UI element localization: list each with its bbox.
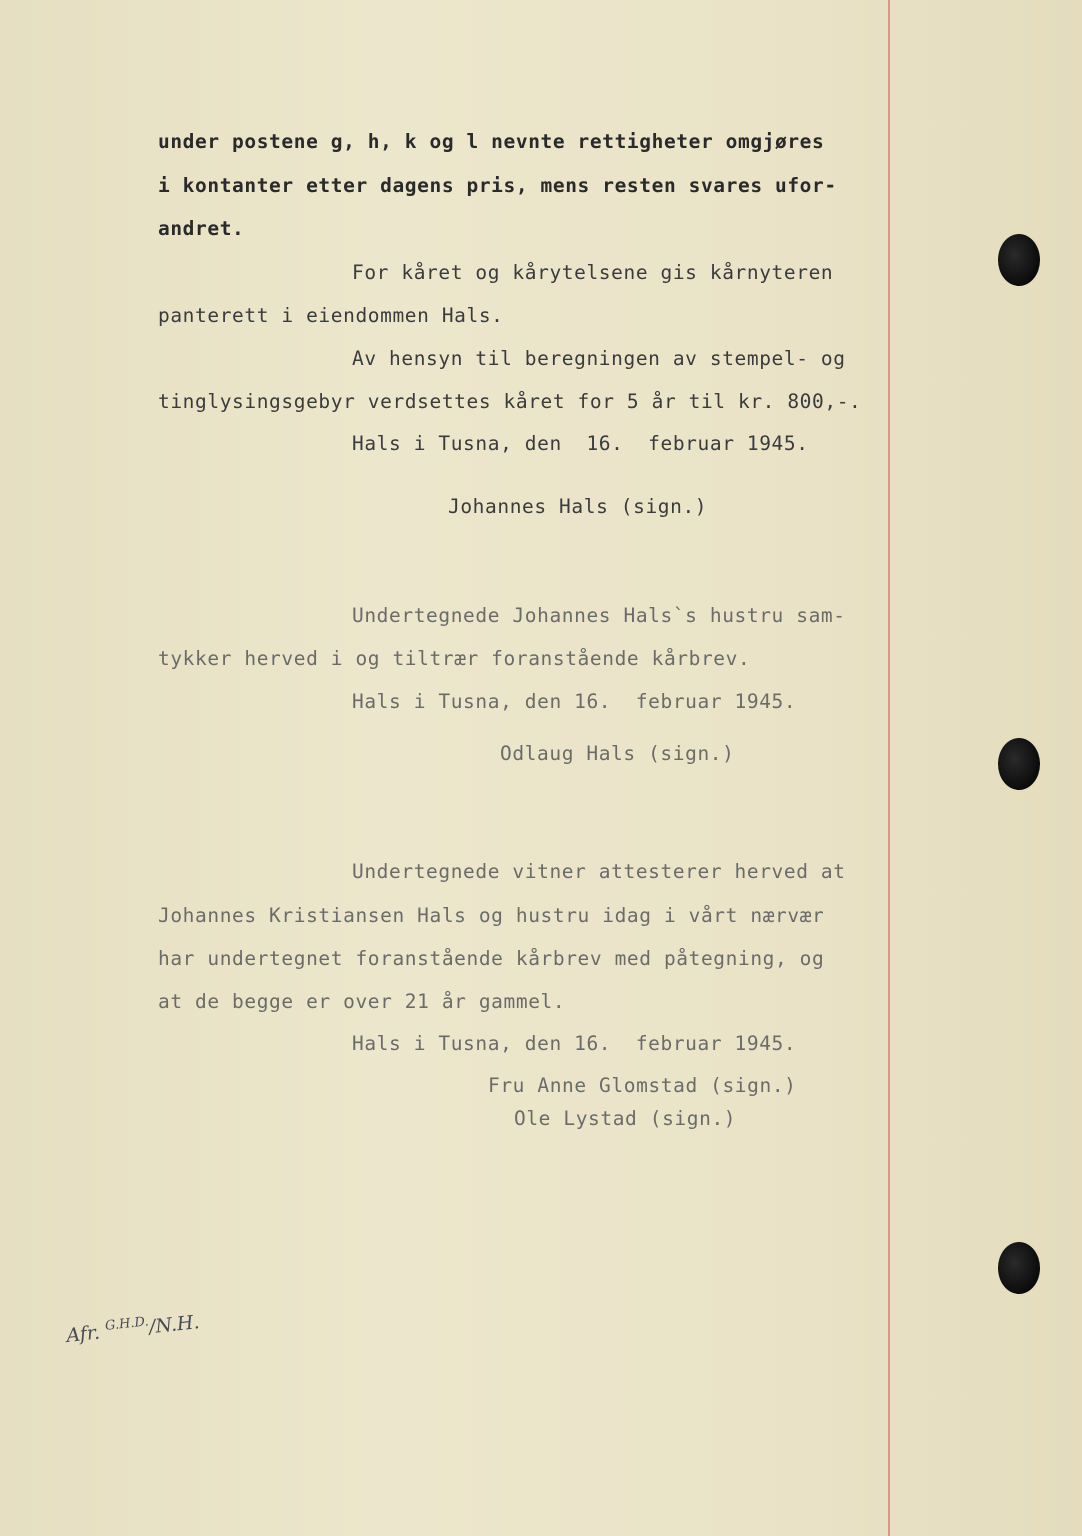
text-line-8: Hals i Tusna, den 16. februar 1945. bbox=[352, 432, 809, 455]
text-line-6: Av hensyn til beregningen av stempel- og bbox=[352, 347, 846, 370]
signature-ole-lystad: Ole Lystad (sign.) bbox=[514, 1107, 737, 1130]
punch-hole-middle bbox=[998, 738, 1040, 790]
margin-note-sup: G.H.D. bbox=[104, 1314, 150, 1334]
text-line-18: Hals i Tusna, den 16. februar 1945. bbox=[352, 1032, 797, 1055]
margin-note-rest: /N.H. bbox=[148, 1311, 201, 1339]
text-line-12: Hals i Tusna, den 16. februar 1945. bbox=[352, 690, 797, 713]
text-line-7: tinglysingsgebyr verdsettes kåret for 5 år til kr. 800,-. bbox=[158, 390, 862, 413]
signature-anne-glomstad: Fru Anne Glomstad (sign.) bbox=[488, 1074, 797, 1097]
text-line-14: Undertegnede vitner attesterer herved at bbox=[352, 860, 846, 883]
margin-note-main: Afr. bbox=[65, 1321, 101, 1347]
text-line-15: Johannes Kristiansen Hals og hustru idag i vårt nærvær bbox=[158, 904, 825, 927]
text-line-17: at de begge er over 21 år gammel. bbox=[158, 990, 566, 1013]
text-line-4: For kåret og kårytelsene gis kårnyteren bbox=[352, 261, 834, 284]
red-margin-line bbox=[888, 0, 890, 1536]
text-line-10: Undertegnede Johannes Hals`s hustru sam- bbox=[352, 604, 846, 627]
signature-johannes: Johannes Hals (sign.) bbox=[448, 495, 708, 518]
handwritten-margin-note bbox=[65, 1309, 200, 1347]
punch-hole-bottom bbox=[998, 1242, 1040, 1294]
text-line-2: i kontanter etter dagens pris, mens resten svares ufor- bbox=[158, 174, 837, 197]
text-line-16: har undertegnet foranstående kårbrev med påtegning, og bbox=[158, 947, 825, 970]
text-line-1: under postene g, h, k og l nevnte rettigheter omgjøres bbox=[158, 130, 825, 153]
signature-odlaug: Odlaug Hals (sign.) bbox=[500, 742, 735, 765]
text-line-3: andret. bbox=[158, 217, 245, 240]
text-line-5: panterett i eiendommen Hals. bbox=[158, 304, 504, 327]
punch-hole-top bbox=[998, 234, 1040, 286]
text-line-11: tykker herved i og tiltrær foranstående kårbrev. bbox=[158, 647, 751, 670]
